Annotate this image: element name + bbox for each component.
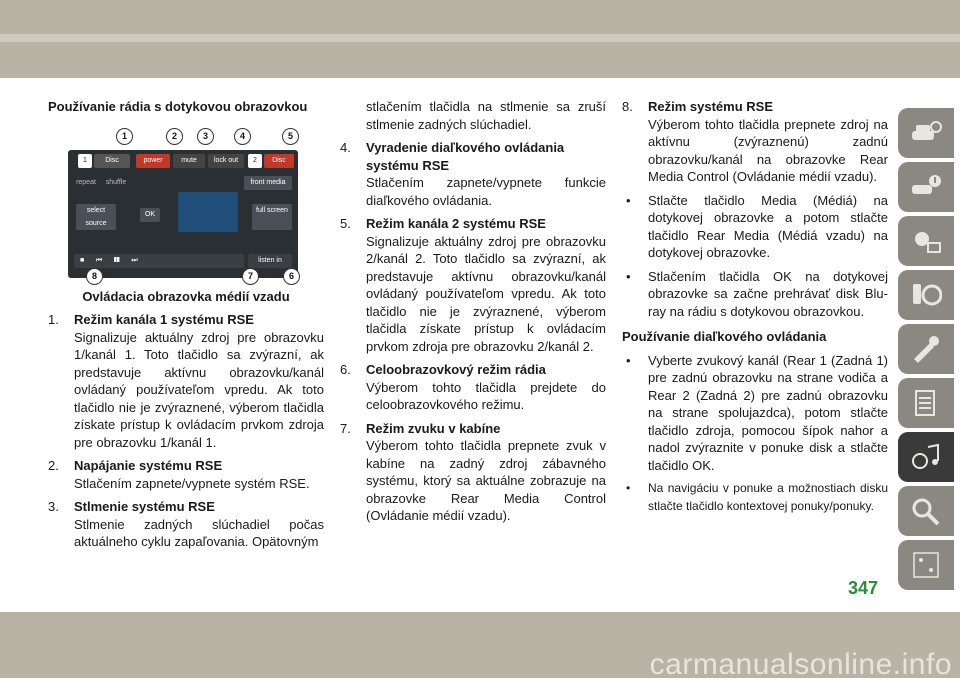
list-item: • Stlačením tlačidla OK na dotykovej obrazovke sa začne prehrávať disk Blu-ray na rádiu s dotykovou obrazovkou. [626, 268, 888, 319]
item-6-body: Výberom tohto tlačidla prejdete do celoobrazovkového režimu. [366, 379, 606, 412]
transport-controls: ■ ⏮ ❚❚ ⏭ [74, 254, 244, 268]
shuffle-label: shuffle [105, 178, 127, 186]
page-number: 347 [848, 578, 879, 598]
callout-5: 5 [282, 128, 299, 145]
index-icon [910, 551, 942, 579]
ch2-badge: 2 [248, 154, 262, 168]
select-source-button: select source [76, 204, 116, 230]
item-2-heading: 2. Napájanie systému RSE [48, 458, 223, 473]
disc-artwork [178, 192, 238, 232]
item-3-continued: stlačením tlačidla na stlmenie sa zruší stlmenie zadných slúchadiel. [366, 99, 606, 132]
item-8-heading: 8. Režim systému RSE [622, 99, 773, 114]
item-1-heading: 1. Režim kanála 1 systému RSE [48, 312, 254, 327]
item-5-heading: 5. Režim kanála 2 systému RSE [340, 216, 546, 231]
ch1-disc: Disc [94, 154, 130, 168]
callout-1: 1 [116, 128, 133, 145]
tab-car-info[interactable] [898, 108, 954, 158]
checklist-icon [910, 389, 942, 417]
list-item: • Na navigáciu v ponuke a možnostiach disku stlačte tlačidlo kontextovej ponuky/ponuky. [626, 481, 888, 513]
list-item: • Stlačte tlačidlo Media (Médiá) na dotykovej obrazovke a potom stlačte tlačidlo Rear Media (Médiá vzadu) na dotykovej obrazovke. [626, 192, 888, 260]
header-band [0, 0, 960, 78]
callout-8: 8 [86, 268, 103, 285]
full-screen-button: full screen [252, 204, 292, 230]
header-stripe [0, 34, 960, 42]
ch2-disc: Disc [264, 154, 294, 168]
repeat-label: repeat [76, 178, 96, 186]
ok-button: OK [140, 208, 160, 222]
item-6-heading: 6. Celoobrazovkový režim rádia [340, 362, 546, 377]
item-1-body: Signalizuje aktuálny zdroj pre obrazovku 1/kanál 1. Toto tlačidlo sa zvýrazní, ak predstavuje aktívnu obrazovku/kanál ovládaný používateľom vpredu. Ak toto tlačidlo nie je zvýraznené, výberom tlačidla získate prístup k ovládacím prvkom zdroja pre obrazovku 1/kanál 1. [74, 329, 324, 450]
power-button: power [136, 154, 170, 168]
column-2 [340, 98, 606, 525]
section-heading: Používanie rádia s dotykovou obrazovkou [48, 99, 308, 114]
rear-media-figure [68, 128, 298, 284]
item-4-body: Stlačením zapnete/vypnete funkcie diaľkového ovládania. [366, 175, 606, 208]
mute-button: mute [173, 154, 205, 168]
column-3 [622, 98, 888, 515]
item-7-heading: 7. Režim zvuku v kabíne [340, 420, 501, 436]
item-7-body: Výberom tohto tlačidla prepnete zvuk v kabíne na zadný zdroj zábavného systému, ktorý sa aktuálne zobrazuje na obrazovke Rear Media Control (Ovládanie médií vzadu). [366, 438, 606, 523]
listen-in-button: listen in [248, 254, 292, 268]
chapter-tabs [898, 108, 960, 594]
ch1-badge: 1 [78, 154, 92, 168]
item-2-body: Stlačením zapnete/vypnete systém RSE. [74, 475, 310, 491]
item-8-body: Výberom tohto tlačidla prepnete zdroj na aktívnu (zvýraznenú) zadnú obrazovku/kanál na obrazovke Rear Media Control (Ovládanie médií vzadu). [648, 116, 888, 184]
watermark: carmanualsonline.info [649, 648, 952, 681]
item-3-body: Stlmenie zadných slúchadiel počas aktuálneho cyklu zapaľovania. Opätovným [74, 516, 324, 549]
front-media-button: front media [244, 176, 292, 190]
item-4-heading: 4. Vyradenie diaľkového ovládania systému RSE [340, 140, 565, 173]
callout-2: 2 [166, 128, 183, 145]
search-icon [910, 497, 942, 525]
callout-3: 3 [197, 128, 214, 145]
rear-media-screen [68, 150, 298, 278]
lockout-button: lock out [208, 154, 244, 168]
tab-lights[interactable] [898, 216, 954, 266]
callout-7: 7 [242, 268, 259, 285]
car-info-icon [910, 119, 942, 147]
steering-icon [910, 281, 942, 309]
tab-steering[interactable] [898, 270, 954, 320]
tools-icon [910, 335, 942, 363]
tab-multimedia[interactable] [898, 432, 954, 482]
tab-checklist[interactable] [898, 378, 954, 428]
light-icon [910, 227, 942, 255]
tab-index[interactable] [898, 540, 954, 590]
callout-4: 4 [234, 128, 251, 145]
callout-6: 6 [283, 268, 300, 285]
warning-info-icon [910, 173, 942, 201]
list-item: • Vyberte zvukový kanál (Rear 1 (Zadná 1) pre zadnú obrazovku na strane vodiča a Rear 2 (Zadná 2) pre zadnú obrazovku na strane spolujazdca), potom stlačte tlačidlo zdroja, pomocou šípok nahor a nadol zvýraznite v ponuke disk a stlačte tlačidlo OK. [626, 352, 888, 473]
item-5-body: Signalizuje aktuálny zdroj pre obrazovku 2/kanál 2. Toto tlačidlo sa zvýrazní, ak predstavuje aktívnu obrazovku/kanál ovládaný používateľom vpredu. Ak toto tlačidlo nie je zvýraznené, výberom tlačidla získate prístup k ovládacím prvkom zdroja pre obrazovku 2/kanál 2. [366, 233, 606, 354]
tab-warnings[interactable] [898, 162, 954, 212]
multimedia-icon [910, 443, 942, 471]
item-3-heading: 3. Stlmenie systému RSE [48, 499, 215, 514]
section-heading-2: Používanie diaľkového ovládania [622, 329, 827, 344]
figure-caption: Ovládacia obrazovka médií vzadu [82, 288, 290, 304]
tab-tools[interactable] [898, 324, 954, 374]
column-1 [48, 98, 324, 551]
tab-search[interactable] [898, 486, 954, 536]
